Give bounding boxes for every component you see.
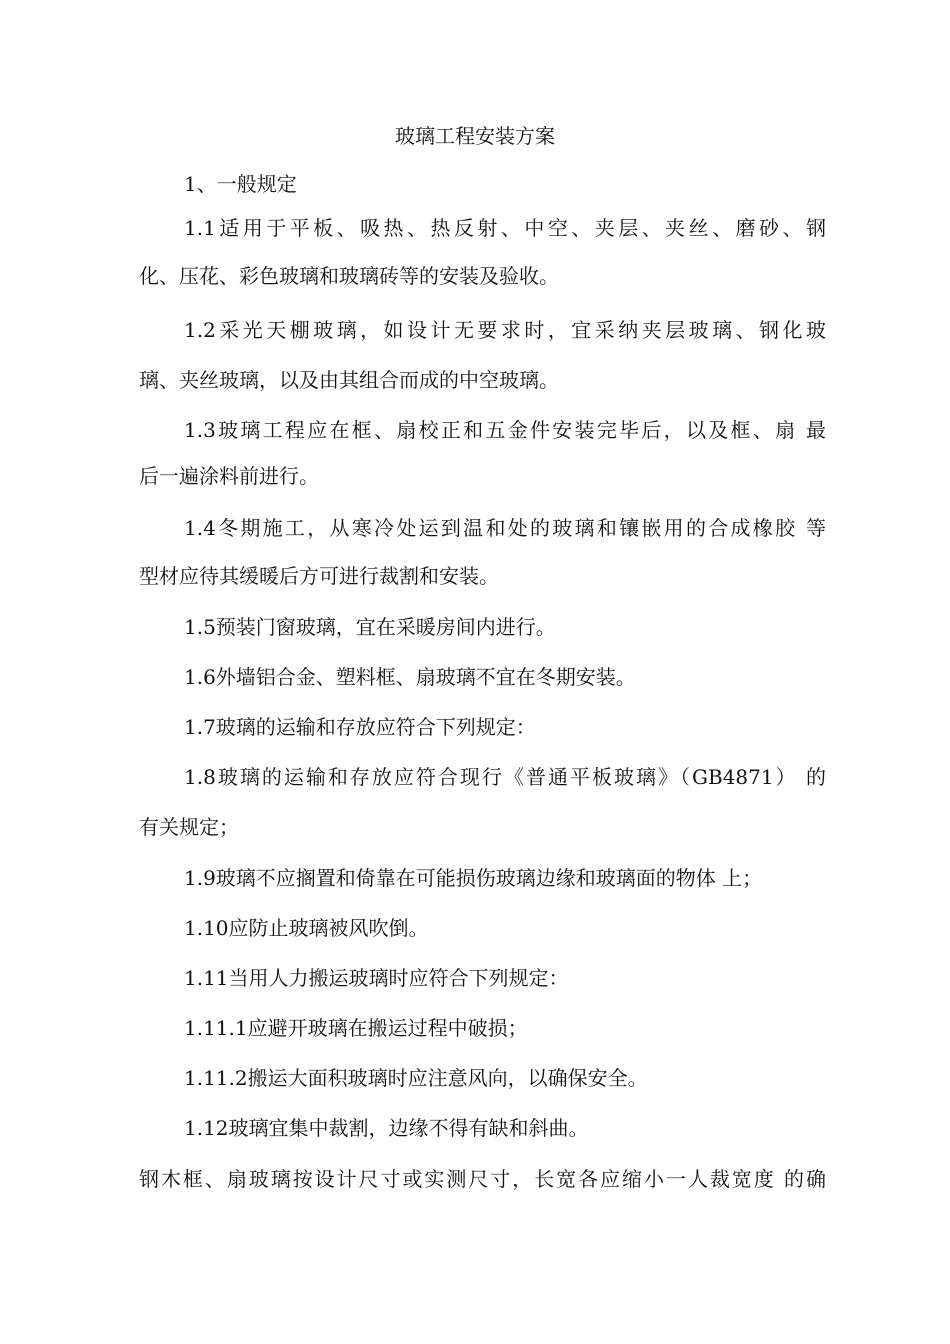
paragraph-line: 1.5预装门窗玻璃，宜在采暖房间内进行。: [184, 615, 556, 639]
paragraph-line: 1.11.1应避开玻璃在搬运过程中破损；: [184, 1016, 528, 1040]
section-heading: 1、一般规定: [184, 172, 297, 196]
paragraph-line: 1.8玻璃的运输和存放应符合现行《普通平板玻璃》（GB4871） 的: [184, 765, 826, 789]
paragraph-line: 1.4冬期施工，从寒冷处运到温和处的玻璃和镶嵌用的合成橡胶 等: [184, 516, 826, 540]
document-title: 玻璃工程安装方案: [395, 124, 555, 148]
paragraph-line: 璃、夹丝玻璃，以及由其组合而成的中空玻璃。: [139, 368, 559, 392]
paragraph-line: 1.12玻璃宜集中裁割，边缘不得有缺和斜曲。: [184, 1116, 589, 1140]
paragraph-line: 有关规定；: [139, 815, 239, 839]
paragraph-line: 型材应待其缓暖后方可进行裁割和安装。: [139, 564, 499, 588]
paragraph-line: 1.9玻璃不应搁置和倚靠在可能损伤玻璃边缘和玻璃面的物体 上；: [184, 866, 763, 890]
paragraph-line: 1.10应防止玻璃被风吹倒。: [184, 916, 429, 940]
paragraph-line: 钢木框、扇玻璃按设计尺寸或实测尺寸，长宽各应缩小一人裁宽度 的确: [139, 1167, 826, 1191]
paragraph-line: 1.6外墙铝合金、塑料框、扇玻璃不宜在冬期安装。: [184, 665, 636, 689]
paragraph-line: 1.11.2搬运大面积玻璃时应注意风向，以确保安全。: [184, 1066, 648, 1090]
paragraph-line: 1.3玻璃工程应在框、扇校正和五金件安装完毕后，以及框、扇 最: [184, 418, 826, 442]
paragraph-line: 1.1适用于平板、吸热、热反射、中空、夹层、夹丝、磨砂、钢: [184, 216, 826, 240]
paragraph-line: 后一遍涂料前进行。: [139, 464, 319, 488]
paragraph-line: 1.2采光天棚玻璃，如设计无要求时，宜采纳夹层玻璃、钢化玻: [184, 318, 826, 342]
paragraph-line: 化、压花、彩色玻璃和玻璃砖等的安装及验收。: [139, 264, 559, 288]
paragraph-line: 1.7玻璃的运输和存放应符合下列规定：: [184, 715, 536, 739]
paragraph-line: 1.11当用人力搬运玻璃时应符合下列规定：: [184, 966, 569, 990]
